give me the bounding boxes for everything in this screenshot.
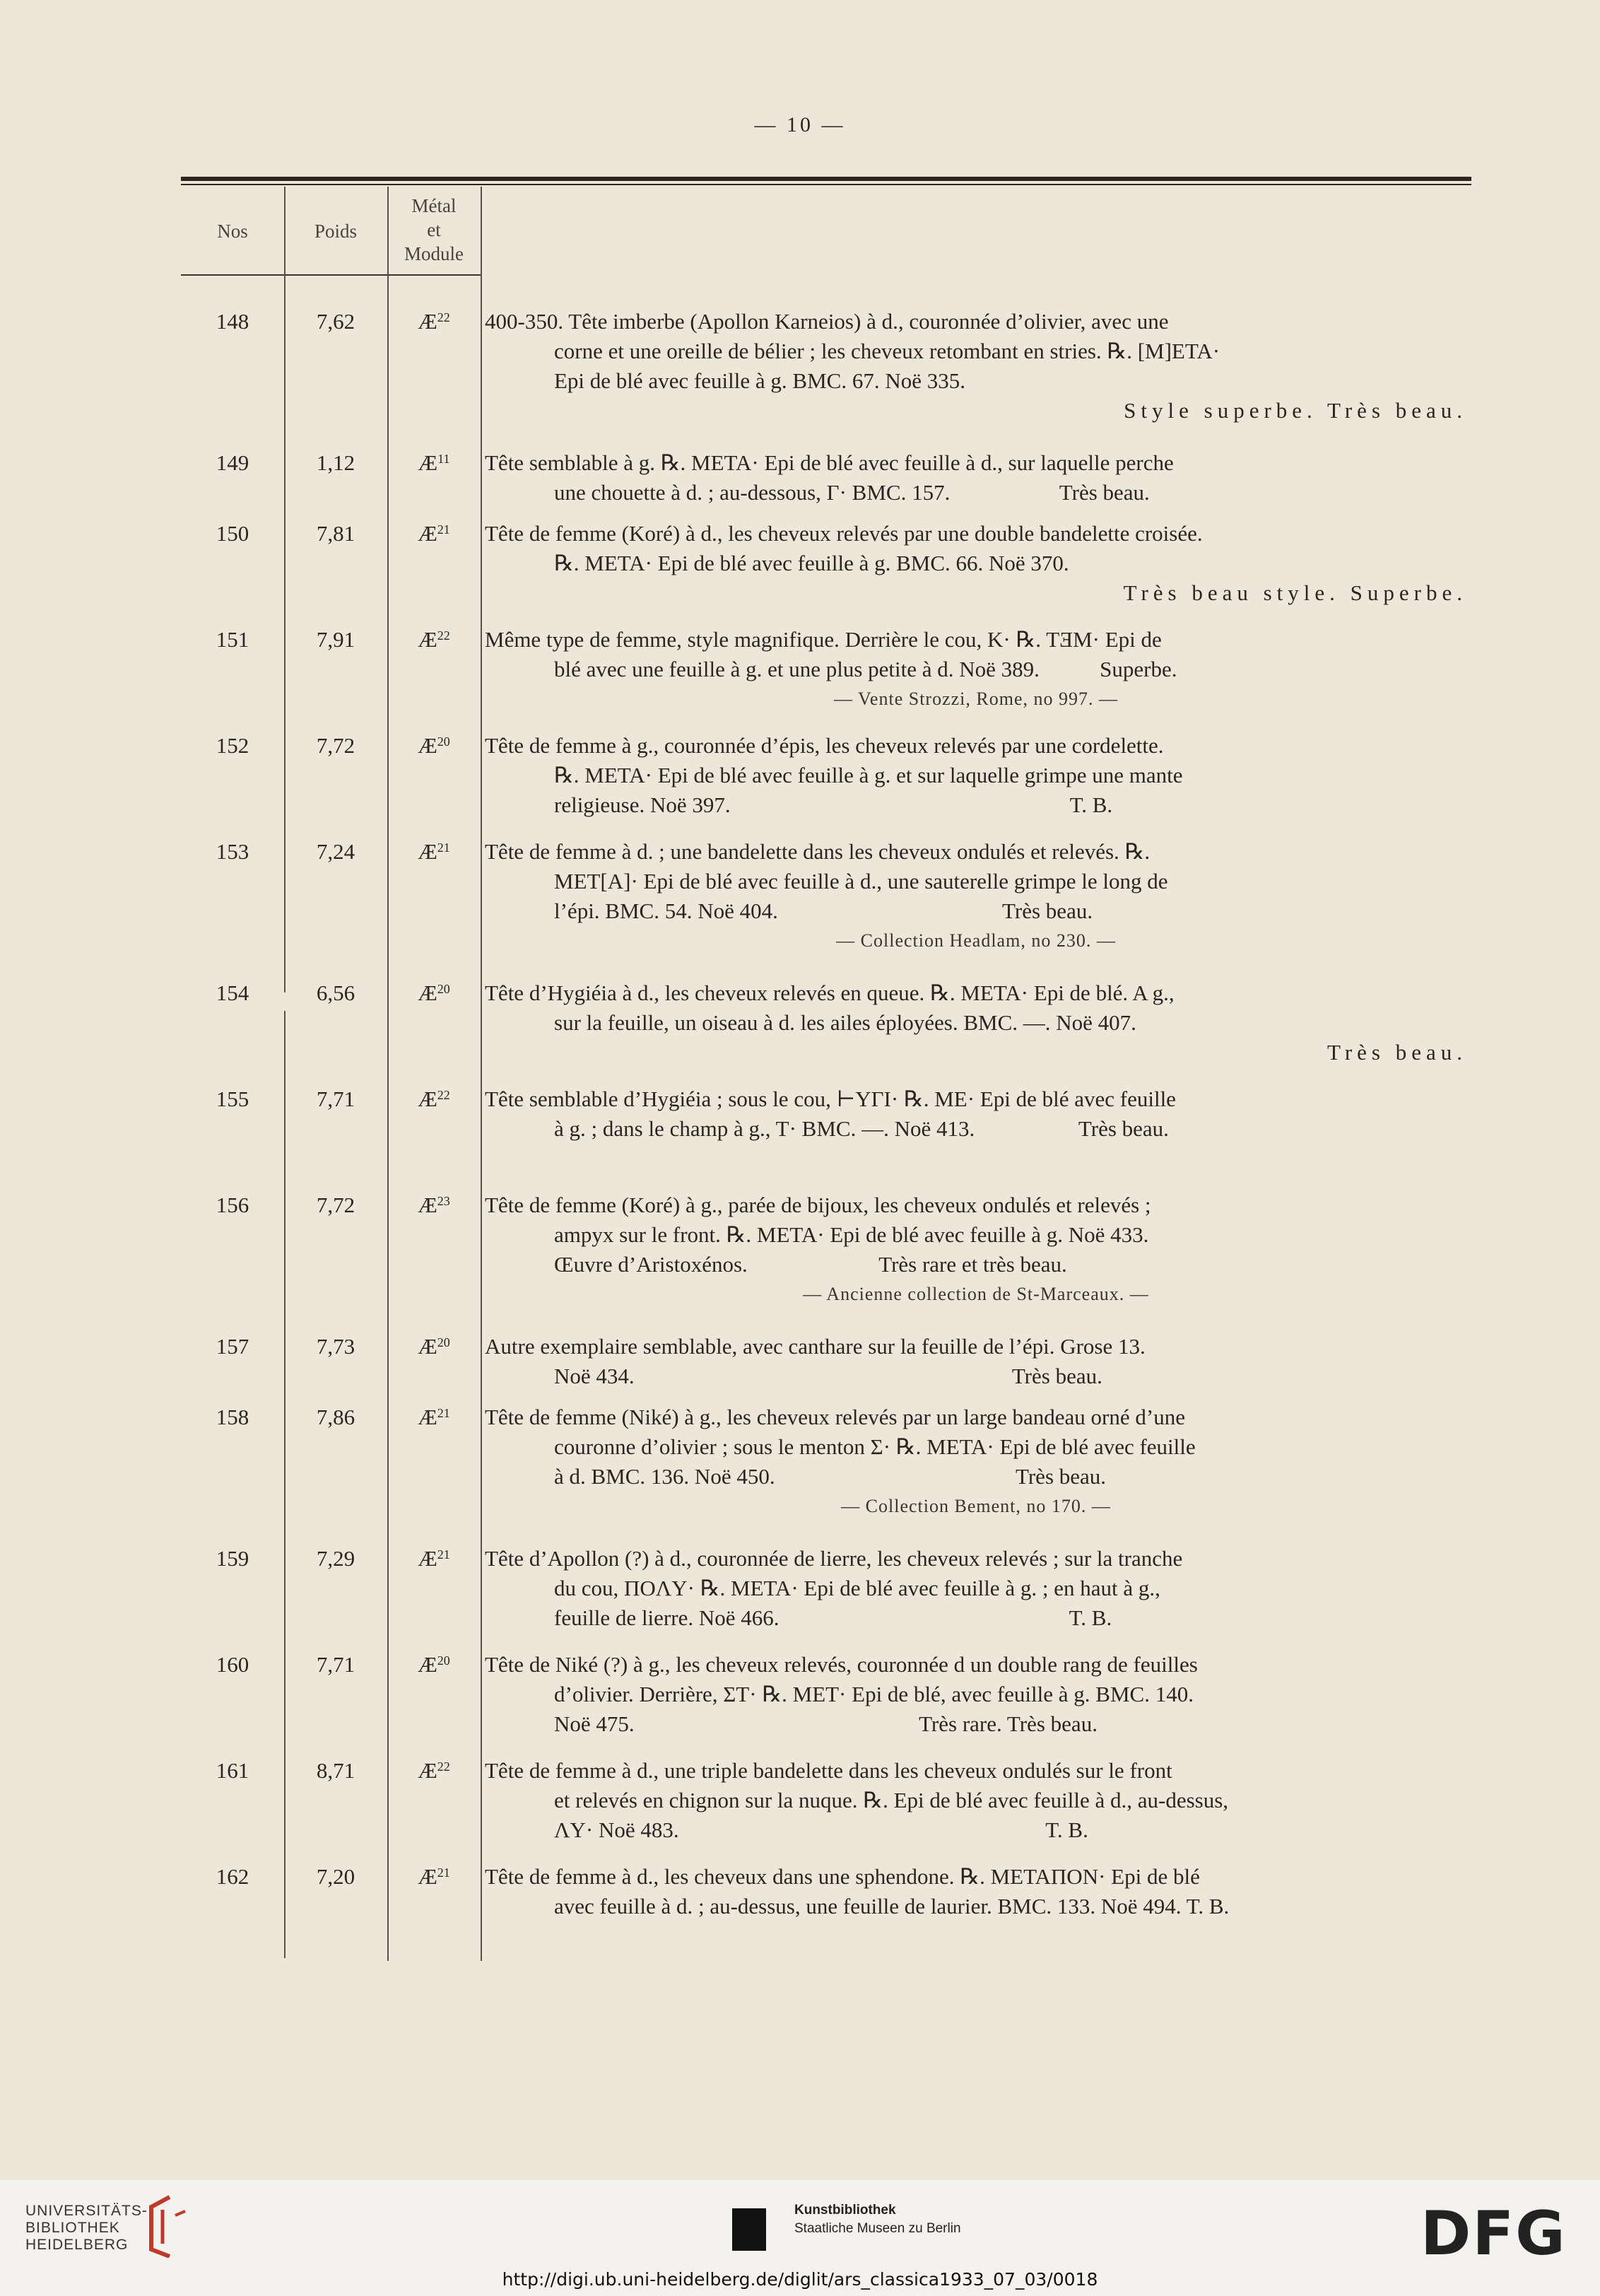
description-line: Tête semblable d’Hygiéia ; sous le cou, ⊢YΓI· ℞. ME· Epi de blé avec feuille [485,1086,1176,1111]
description-line: ampyx sur le front. ℞. META· Epi de blé avec feuille à g. Noë 433. [554,1222,1149,1247]
description-line: du cou, ΠOΛY· ℞. META· Epi de blé avec feuille à g. ; en haut à g., [554,1576,1160,1600]
description-line: avec feuille à d. ; au-dessus, une feuille de laurier. BMC. 133. Noë 494. T. B. [554,1894,1230,1919]
entry-description [485,1402,1467,1521]
entry-metal-module [387,448,481,478]
entry-metal-module [387,1650,481,1680]
entry-metal: Æ [418,1405,437,1429]
description-line: Autre exemplaire semblable, avec canthare sur la feuille de l’épi. Grose 13. [485,1334,1146,1359]
entry-metal-module [387,1756,481,1786]
description-line: ℞. META· Epi de blé avec feuille à g. et sur laquelle grimpe une mante [554,763,1183,787]
header-weight: Poids [314,221,358,242]
description-line: blé avec une feuille à g. et une plus petite à d. Noë 389. Superbe. [554,657,1177,681]
entry-number: 159 [216,1546,249,1571]
entry-metal-module [387,1862,481,1892]
entry-description [485,978,1467,1067]
entry-weight: 7,71 [316,1652,355,1677]
entry-module: 21 [437,1866,450,1880]
entry-metal: Æ [418,1652,437,1677]
entry-weight: 7,72 [316,733,355,758]
entry-metal-module [387,1544,481,1574]
entry-module: 21 [437,1547,450,1562]
description-line: Tête de femme à g., couronnée d’épis, les cheveux relevés par une cordelette. [485,733,1164,758]
logo-line: BIBLIOTHEK [25,2220,120,2236]
description-line: 400-350. Tête imberbe (Apollon Karneios) à d., couronnée d’olivier, avec une [485,309,1169,334]
entry-metal: Æ [418,627,437,652]
entry-metal-module [387,978,481,1008]
entry-number: 160 [216,1652,249,1677]
entry-module: 20 [437,1653,450,1668]
entry-weight: 7,72 [316,1193,355,1217]
provenance-note: — Collection Headlam, no 230. — [836,930,1116,951]
entry-number: 154 [216,980,249,1005]
entry-metal: Æ [418,980,437,1005]
entry-metal-module [387,625,481,655]
entry-weight: 1,12 [316,450,355,475]
description-line: MET[A]· Epi de blé avec feuille à d., une sauterelle grimpe le long de [554,869,1168,894]
entry-description [485,1332,1467,1391]
entry-module: 20 [437,982,450,996]
entry-number: 162 [216,1864,249,1889]
description-line: Noë 434. Très beau. [554,1364,1102,1388]
column-divider [284,1011,286,1958]
heidelberg-logo-text [25,2203,148,2254]
entry-description [485,519,1467,608]
provenance-note: — Vente Strozzi, Rome, no 997. — [834,689,1118,709]
description-line: Tête de femme (Koré) à d., les cheveux relevés par une double bandelette croisée. [485,521,1203,546]
entry-metal: Æ [418,309,437,334]
description-line: ℞. META· Epi de blé avec feuille à g. BMC. 66. Noë 370. [554,551,1069,575]
entry-metal: Æ [418,1193,437,1217]
entry-metal-module [387,519,481,549]
description-line: Même type de femme, style magnifique. Derrière le cou, K· ℞. TƎM· Epi de [485,627,1162,652]
description-line: Epi de blé avec feuille à g. BMC. 67. Noë 335. [554,368,965,393]
header-metal-line: Module [404,243,464,264]
description-line: une chouette à d. ; au-dessous, Γ· BMC. 157. Très beau. [554,480,1150,505]
entry-metal: Æ [418,521,437,546]
description-line: d’olivier. Derrière, ΣT· ℞. MET· Epi de blé, avec feuille à g. BMC. 140. [554,1682,1194,1706]
entry-number: 157 [216,1334,249,1359]
entry-number: 150 [216,521,249,546]
description-line: l’épi. BMC. 54. Noë 404. Très beau. [554,898,1093,923]
description-line: Tête de femme à d. ; une bandelette dans les cheveux ondulés et relevés. ℞. [485,839,1151,864]
entry-number: 151 [216,627,249,652]
entry-metal-module [387,1084,481,1114]
description-line: et relevés en chignon sur la nuque. ℞. Epi de blé avec feuille à d., au-dessus, [554,1788,1229,1812]
entry-module: 21 [437,522,450,537]
entry-metal-module [387,1402,481,1432]
description-line: feuille de lierre. Noë 466. T. B. [554,1605,1112,1630]
source-url-link[interactable]: http://digi.ub.uni-heidelberg.de/diglit/ars_classica1933_07_03/0018 [502,2269,1098,2290]
entry-module: 20 [437,734,450,749]
entry-module: 23 [437,1194,450,1208]
entry-metal-module [387,1332,481,1361]
description-line: corne et une oreille de bélier ; les cheveux retombant en stries. ℞. [M]ETA· [554,339,1225,363]
entry-weight: 8,71 [316,1758,355,1783]
logo-line: HEIDELBERG [25,2237,129,2253]
kb-subtitle: Staatliche Museen zu Berlin [794,2221,961,2236]
description-line: ΛY· Noë 483. T. B. [554,1817,1088,1842]
entry-metal: Æ [418,733,437,758]
provenance-note: — Ancienne collection de St-Marceaux. — [803,1284,1149,1304]
entry-metal: Æ [418,450,438,475]
entry-description [485,1544,1467,1633]
entry-weight: 7,86 [316,1405,355,1429]
entry-metal-module [387,731,481,761]
description-line: à d. BMC. 136. Noë 450. Très beau. [554,1464,1107,1489]
page-number: — 10 — [754,113,846,136]
description-line: Tête d’Hygiéia à d., les cheveux relevés en queue. ℞. META· Epi de blé. A g., [485,980,1175,1005]
entry-description [485,625,1467,714]
description-line: Noë 475. Très rare. Très beau. [554,1711,1098,1736]
entry-metal-module [387,837,481,867]
entry-weight: 7,20 [316,1864,355,1889]
entry-number: 161 [216,1758,249,1783]
table-top-rule [181,177,1471,181]
description-line: couronne d’olivier ; sous le menton Σ· ℞. META· Epi de blé avec feuille [554,1434,1196,1459]
description-line: Œuvre d’Aristoxénos. Très rare et très beau. [554,1252,1067,1277]
kb-title: Kunstbibliothek [794,2203,896,2218]
entry-module: 20 [437,1335,450,1349]
entry-metal: Æ [418,1334,437,1359]
description-line: Tête semblable à g. ℞. META· Epi de blé avec feuille à d., sur laquelle perche [485,450,1174,475]
entry-description [485,448,1467,508]
entry-weight: 7,24 [316,839,355,864]
entry-weight: 7,62 [316,309,355,334]
description-line: Style superbe. Très beau. [1124,398,1467,423]
entry-description [485,1190,1467,1309]
entry-number: 155 [216,1086,249,1111]
entry-weight: 7,81 [316,521,355,546]
coin-catalogue-table [181,177,1471,1972]
entry-weight: 7,29 [316,1546,355,1571]
entry-description [485,731,1467,820]
description-line: Tête d’Apollon (?) à d., couronnée de lierre, les cheveux relevés ; sur la tranche [485,1546,1183,1571]
description-line: Tête de femme à d., une triple bandelette dans les cheveux ondulés sur le front [485,1758,1172,1783]
table-top-rule-thin [181,184,1471,185]
header-bottom-rule [181,274,481,276]
entry-metal-module [387,1190,481,1220]
description-line: sur la feuille, un oiseau à d. les ailes éployées. BMC. —. Noë 407. [554,1010,1136,1035]
entry-metal: Æ [418,1864,437,1889]
entry-module: 11 [437,452,450,466]
header-metal-line: et [427,219,441,240]
entry-description [485,307,1467,426]
entry-module: 21 [437,840,450,855]
description-line: Tête de femme (Niké) à g., les cheveux relevés par un large bandeau orné d’une [485,1405,1185,1429]
description-line: à g. ; dans le champ à g., T· BMC. —. Noë 413. Très beau. [554,1116,1169,1141]
entry-number: 153 [216,839,249,864]
entry-weight: 6,56 [316,980,355,1005]
entry-module: 21 [437,1406,450,1420]
header-metal [387,194,481,266]
entry-number: 152 [216,733,249,758]
entry-number: 156 [216,1193,249,1217]
entry-module: 22 [437,628,450,643]
kunstbibliothek-logo-icon [732,2208,766,2251]
entry-number: 158 [216,1405,249,1429]
entry-module: 22 [437,1759,450,1774]
entry-description [485,1756,1467,1845]
entry-metal-module [387,307,481,336]
entry-metal: Æ [418,839,437,864]
entry-description [485,1650,1467,1739]
dfg-logo: DFG [1420,2198,1567,2269]
description-line: Tête de femme à d., les cheveux dans une sphendone. ℞. METAΠON· Epi de blé [485,1864,1200,1889]
entry-weight: 7,91 [316,627,355,652]
entry-description [485,1862,1467,1921]
heidelberg-logo-icon [141,2194,187,2258]
entry-number: 148 [216,309,249,334]
entry-metal: Æ [418,1546,437,1571]
entry-description [485,1084,1467,1144]
entry-weight: 7,73 [316,1334,355,1359]
header-no: Nos [217,221,248,242]
entry-module: 22 [437,1088,450,1102]
description-line: religieuse. Noë 397. T. B. [554,792,1113,817]
entry-metal: Æ [418,1086,437,1111]
footer-bar [0,2180,1600,2296]
description-line: Très beau style. Superbe. [1123,580,1467,605]
header-metal-line: Métal [411,195,457,216]
logo-line: UNIVERSITÄTS- [25,2203,148,2219]
provenance-note: — Collection Bement, no 170. — [841,1496,1111,1516]
column-divider [481,187,482,1961]
entry-metal: Æ [418,1758,437,1783]
entry-description [485,837,1467,956]
description-line: Tête de femme (Koré) à g., parée de bijoux, les cheveux ondulés et relevés ; [485,1193,1151,1217]
entry-weight: 7,71 [316,1086,355,1111]
description-line: Tête de Niké (?) à g., les cheveux relevés, couronnée d un double rang de feuilles [485,1652,1198,1677]
description-line: Très beau. [1327,1040,1467,1065]
entry-number: 149 [216,450,249,475]
entry-module: 22 [437,310,450,324]
